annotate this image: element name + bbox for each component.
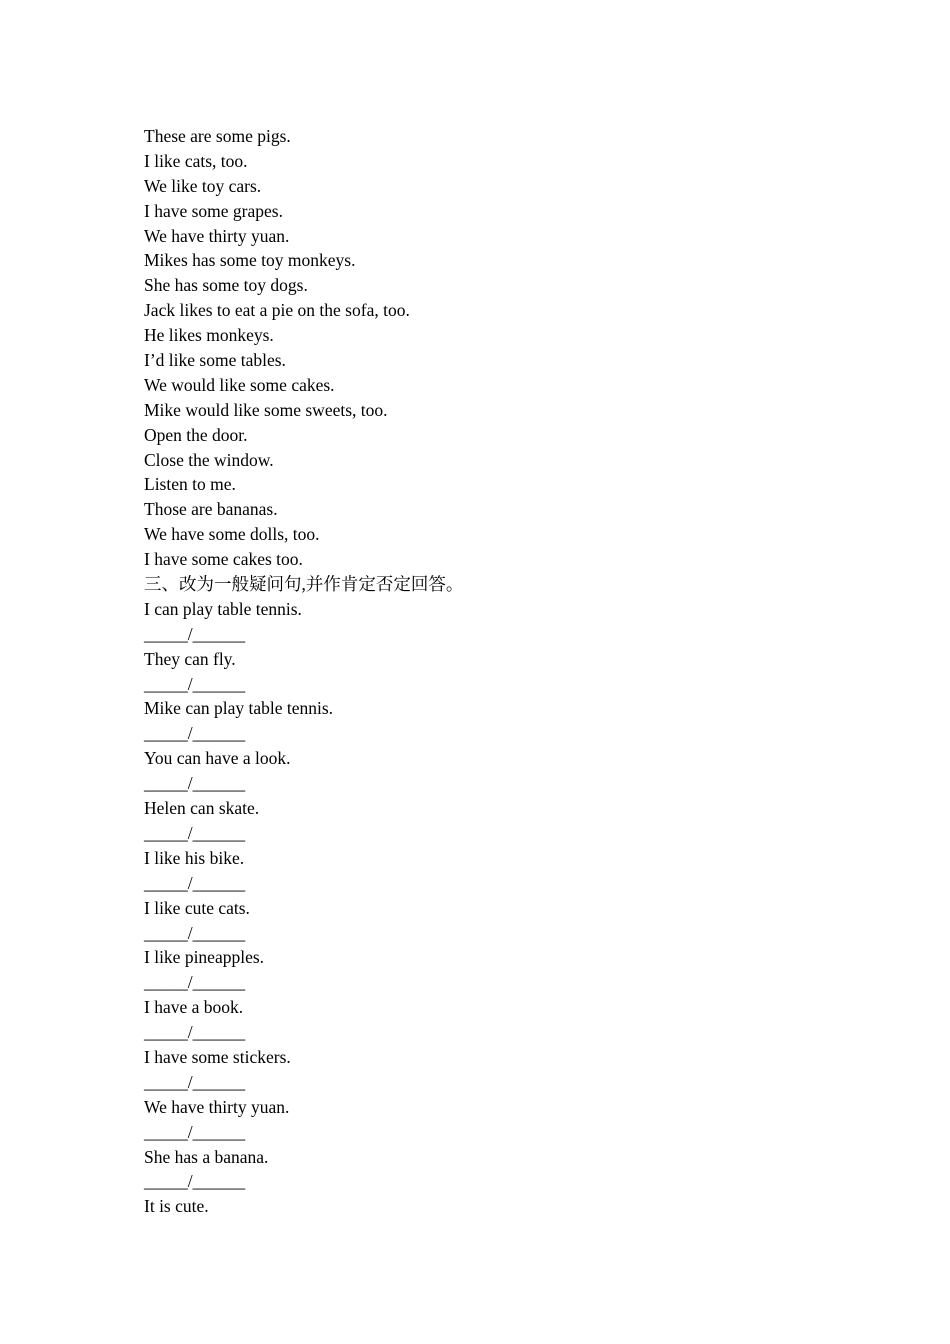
answer-blank: _____/______	[144, 872, 246, 893]
sentence-line: We would like some cakes.	[144, 374, 335, 395]
exercise-sentence: She has a banana.	[144, 1146, 269, 1167]
exercise-sentence: They can fly.	[144, 648, 236, 669]
sentence-line: Mikes has some toy monkeys.	[144, 250, 356, 271]
answer-blank: _____/______	[144, 972, 246, 993]
sentence-line: We have thirty yuan.	[144, 225, 290, 246]
answer-blank: _____/______	[144, 623, 246, 644]
exercise-sentence: Mike can play table tennis.	[144, 698, 334, 719]
sentence-line: These are some pigs.	[144, 126, 291, 146]
sentence-line: I’d like some tables.	[144, 350, 286, 371]
sentence-line: He likes monkeys.	[144, 325, 274, 346]
exercise-sentence: I like his bike.	[144, 847, 245, 868]
exercise-sentence: It is cute.	[144, 1196, 209, 1217]
sentence-line: She has some toy dogs.	[144, 275, 308, 296]
sentence-line: Mike would like some sweets, too.	[144, 399, 388, 420]
sentence-line: We have some dolls, too.	[144, 524, 320, 545]
answer-blank: _____/______	[144, 1171, 246, 1192]
sentence-line: I have some cakes too.	[144, 549, 303, 570]
answer-blank: _____/______	[144, 1071, 246, 1092]
answer-blank: _____/______	[144, 773, 246, 794]
answer-blank: _____/______	[144, 723, 246, 744]
exercise-sentence: Helen can skate.	[144, 798, 260, 819]
section-three-exercises	[144, 597, 844, 1219]
sentence-line: Those are bananas.	[144, 499, 278, 520]
answer-blank: _____/______	[144, 822, 246, 843]
exercise-sentence: I like pineapples.	[144, 947, 265, 968]
section-two-sentences	[144, 124, 844, 572]
sentence-line: I like cats, too.	[144, 150, 248, 171]
exercise-sentence: I like cute cats.	[144, 897, 250, 918]
answer-blank: _____/______	[144, 1022, 246, 1043]
exercise-sentence: I have some stickers.	[144, 1046, 291, 1067]
sentence-line: Open the door.	[144, 424, 248, 445]
section-three-heading: 三、改为一般疑问句,并作肯定否定回答。	[144, 574, 464, 595]
sentence-line: Listen to me.	[144, 474, 236, 495]
exercise-sentence: I have a book.	[144, 997, 244, 1018]
sentence-line: I have some grapes.	[144, 200, 283, 221]
exercise-sentence: I can play table tennis.	[144, 598, 302, 619]
answer-blank: _____/______	[144, 673, 246, 694]
sentence-line: We like toy cars.	[144, 175, 262, 196]
exercise-sentence: We have thirty yuan.	[144, 1096, 290, 1117]
sentence-line: Jack likes to eat a pie on the sofa, too.	[144, 300, 410, 321]
worksheet-content	[144, 124, 844, 1219]
answer-blank: _____/______	[144, 922, 246, 943]
exercise-sentence: You can have a look.	[144, 748, 291, 769]
sentence-line: Close the window.	[144, 449, 274, 470]
answer-blank: _____/______	[144, 1121, 246, 1142]
